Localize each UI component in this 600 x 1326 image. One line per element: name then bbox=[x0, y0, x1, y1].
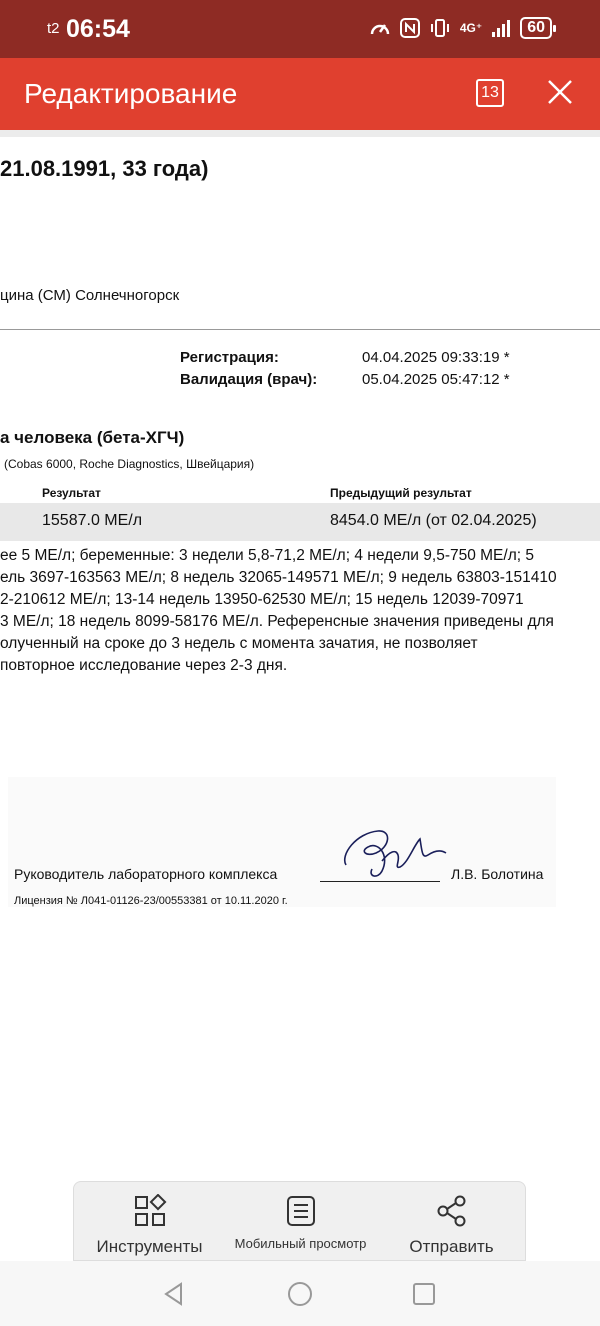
handwritten-signature bbox=[338, 825, 448, 881]
reference-line: ее 5 МЕ/л; беременные: 3 недели 5,8-71,2 МЕ/л; 4 недели 9,5-750 МЕ/л; 5 bbox=[0, 547, 534, 564]
registration-label: Регистрация: bbox=[180, 349, 279, 366]
tools-button[interactable] bbox=[74, 1182, 225, 1262]
signature-label: Руководитель лабораторного комплекса bbox=[14, 866, 278, 882]
status-bar bbox=[0, 0, 600, 58]
result-column-header: Результат bbox=[42, 486, 101, 500]
vibrate-icon bbox=[429, 18, 451, 38]
signature-block bbox=[8, 777, 556, 907]
signature-line bbox=[320, 881, 440, 882]
mobile-view-icon bbox=[284, 1194, 318, 1228]
reference-line: 3 МЕ/л; 18 недель 8099-58176 МЕ/л. Референсные значения приведены для bbox=[0, 613, 554, 630]
previous-result-value: 8454.0 МЕ/л (от 02.04.2025) bbox=[330, 512, 537, 529]
validation-value: 05.04.2025 05:47:12 * bbox=[362, 371, 510, 388]
mobile-view-label: Мобильный просмотр bbox=[234, 1236, 367, 1251]
reference-line: олученный на сроке до 3 недель с момента зачатия, не позволяет bbox=[0, 635, 478, 652]
previous-result-column-header: Предыдущий результат bbox=[330, 486, 472, 500]
tools-label: Инструменты bbox=[96, 1237, 203, 1256]
clinic-name: цина (СМ) Солнечногорск bbox=[0, 287, 180, 304]
nfc-icon bbox=[400, 18, 420, 38]
analyzer-info: (Cobas 6000, Roche Diagnostics, Швейцария) bbox=[4, 457, 255, 471]
registration-value: 04.04.2025 09:33:19 * bbox=[362, 349, 510, 366]
app-header bbox=[0, 58, 600, 130]
mobile-view-button[interactable] bbox=[225, 1182, 376, 1262]
license-number: Лицензия № Л041-01126-23/00553381 от 10.11.2020 г. bbox=[14, 895, 288, 907]
validation-label: Валидация (врач): bbox=[180, 371, 318, 388]
reference-values bbox=[0, 545, 600, 677]
test-name: а человека (бета-ХГЧ) bbox=[0, 428, 185, 447]
bottom-toolbar bbox=[73, 1181, 526, 1261]
reference-line: 2-210612 МЕ/л; 13-14 недель 13950-62530 МЕ/л; 15 недель 12039-70971 bbox=[0, 591, 524, 608]
status-icons bbox=[369, 17, 552, 39]
document-view[interactable] bbox=[0, 137, 600, 1182]
reference-line: ель 3697-163563 МЕ/л; 8 недель 32065-149571 МЕ/л; 9 недель 63803-151410 bbox=[0, 569, 557, 586]
home-icon[interactable] bbox=[287, 1281, 313, 1307]
share-icon bbox=[435, 1194, 469, 1228]
signer-name: Л.В. Болотина bbox=[451, 866, 544, 882]
carrier-label: t2 bbox=[47, 20, 60, 37]
send-button[interactable] bbox=[376, 1182, 527, 1262]
document-divider bbox=[0, 329, 600, 330]
send-label: Отправить bbox=[409, 1237, 494, 1256]
network-type: 4G⁺ bbox=[459, 21, 483, 35]
close-icon[interactable] bbox=[544, 76, 576, 108]
recents-icon[interactable] bbox=[411, 1281, 437, 1307]
battery-icon: 60 bbox=[520, 17, 552, 39]
back-icon[interactable] bbox=[161, 1281, 187, 1307]
navigation-bar bbox=[0, 1261, 600, 1326]
speedometer-icon bbox=[369, 19, 391, 37]
status-time: 06:54 bbox=[66, 15, 130, 43]
reference-line: повторное исследование через 2-3 дня. bbox=[0, 657, 288, 674]
patient-info: 21.08.1991, 33 года) bbox=[0, 156, 209, 181]
header-divider bbox=[0, 130, 600, 137]
tools-icon bbox=[133, 1194, 167, 1228]
result-row bbox=[0, 503, 600, 541]
result-value: 15587.0 МЕ/л bbox=[42, 512, 143, 529]
signal-icon bbox=[491, 19, 511, 37]
page-count-button[interactable]: 13 bbox=[476, 79, 504, 107]
page-title: Редактирование bbox=[24, 78, 238, 109]
